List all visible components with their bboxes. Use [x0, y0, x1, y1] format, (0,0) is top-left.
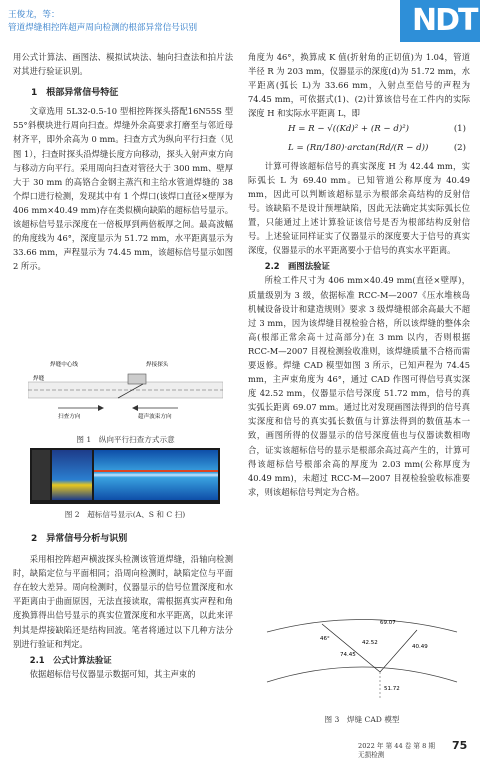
- fig3-dim-arc: 69.07: [380, 620, 396, 626]
- journal-issue: 2022 年 第 44 卷 第 8 期: [358, 742, 436, 750]
- s-scan-panel: [52, 450, 92, 500]
- fig1-label-wave: 超声波束方向: [138, 414, 172, 420]
- fig1-label-dir: 扫查方向: [58, 414, 81, 420]
- fig3-dim-angle: 46°: [320, 636, 330, 642]
- c-scan-signal-line: [94, 470, 218, 472]
- section-1-heading: 1 根部异常信号特征: [31, 88, 119, 99]
- page-number: 75: [452, 739, 468, 752]
- fig3-dim-depth-true: 42.52: [362, 640, 378, 646]
- header-authors: 王俊龙，等：: [8, 10, 60, 20]
- logo-text: NDT: [412, 3, 477, 38]
- paragraph-intro-cont: 用公式计算法、画图法、模拟试块法、轴向扫查法和拍片法对其进行验证识别。: [13, 52, 233, 77]
- figure-2-caption: 图 2 超标信号显示(A、S 和 C 扫): [64, 510, 186, 519]
- paragraph-section-2: 采用相控阵超声横波探头检测该管道焊缝，沿轴向检测时，缺陷定位与平面相同；沿周向检测时，缺陷定位与平面存在较大差异。周向检测时，仪器显示的信号位置深度和水平距离由于曲面原因，无法直接读取，需根据真实声程和角度换算得出信号显示的真实位置深度和水平距离，以此来评判其是焊接缺陷还是结构回波。笔者将通过以下几种方法分别进行验证和判定。: [13, 554, 233, 649]
- page-header: [0, 0, 480, 44]
- paragraph-section-1: 文章选用 5L32-0.5-10 型相控阵探头搭配16N55S 型 55°斜楔块进行周向扫查。焊缝外余高要求打磨至与邻近母材齐平，即外余高为 0 mm。扫查方式为纵向平行扫查（见图 1），扫查时探头沿焊缝长度方向移动，探头入射声束方向与移动方向平行。采用周向扫查对管径大于 300 mm、壁厚大于 30 mm 的高铬合金钢主蒸汽和主给水管道焊缝的 38 个焊口进行检测，发现其中有 1 个焊口(该焊口直径×壁厚为 406 mm×40.49 mm)存在类似横向缺陷的超标信号显示。该超标信号显示深度在一倍板厚到两倍板厚之间。最高波幅的角度线为 46°，深度显示为 51.72 mm，水平距离显示为 33.66 mm，声程显示为 74.45 mm，该超标信号显示如图 2 所示。: [13, 106, 233, 272]
- header-title: 管道焊缝相控阵超声周向检测的根部异常信号识别: [8, 23, 198, 33]
- equation-1: [248, 122, 470, 136]
- figure-2-scan-image: [30, 448, 220, 504]
- figure-2: [30, 448, 220, 524]
- paragraph-section-2-1: 依据超标信号仪器显示数据可知，其主声束的: [29, 668, 196, 679]
- paragraph-section-2-2: 所检工件尺寸为 406 mm×40.49 mm(直径×壁厚)，质量级别为 3 级，依据标准 RCC-M—2007《压水堆核岛机械设备设计和建造规则》要求 3 级焊缝根部余高最大不超过 3 mm，因为该焊缝目视检验合格，所以该焊缝的整体余高(根部正常余高＋过高部分)在 3 mm 以内，否则根据 RCC-M—2007 目视检测验收准则，该焊缝质量不合格而需要返修。焊缝 CAD 模型如图 3 所示，已知声程为 74.45 mm，主声束角度为 46°，通过 CAD 作图可得信号真实深度 42.52 mm，仪器显示信号深度 51.72 mm，信号的真实弧长距离 69.07 mm。通过比对发现画图法得到的信号真实深度和信号的真实弧长数值与计算法得到的数值基本一致，画图所得的仪器显示的信号深度值也与仪器读数相吻合，证实该超标信号的显示是根部余高过高产生的，计算可得该超标信号根部余高的厚度为 2.03 mm(公称厚度为 40.49 mm)，未超过 RCC-M—2007 目视检验验收标准要求，则该超标信号判定为合格。: [248, 275, 470, 497]
- figure-1: [28, 352, 223, 444]
- journal-logo: [400, 0, 480, 42]
- left-column: [13, 50, 233, 273]
- journal-info: [358, 742, 435, 760]
- a-scan-panel: [32, 450, 50, 500]
- equation-2-body: L = (Rπ/180)·arctan(Rd/(R − d)): [288, 142, 429, 153]
- fig1-label-center: 焊缝中心线: [50, 362, 78, 368]
- section-2-2-heading: 2.2 画图法验证: [264, 261, 330, 272]
- equation-1-number: (1): [453, 124, 466, 135]
- section-2-1-heading: 2.1 公式计算法验证: [29, 654, 112, 665]
- paragraph-formula-intro: 角度为 46°，换算成 K 值(折射角的正切值)为 1.04，管道半径 R 为 203 mm，仪器显示的深度(d)为 51.72 mm，水平距离(弧长 L)为 33.66 mm，入射点至信号的声程为 74.45 mm，可依据式(1)、(2)计算该信号在工件内的实际深度 H 和实际水平距离 L，即: [248, 52, 470, 119]
- fig3-dim-path: 74.45: [340, 652, 356, 658]
- c-scan-panel: [94, 450, 218, 500]
- equation-2: [248, 141, 470, 155]
- equation-1-body: H = R − √((Kd)² + (R − d)²): [288, 124, 409, 135]
- fig1-label-probe: 焊接探头: [146, 362, 169, 368]
- fig1-label-weld: 焊缝: [33, 376, 45, 382]
- fig3-dim-depth-shown: 51.72: [384, 686, 400, 692]
- journal-name: 无损检测: [358, 751, 385, 759]
- paragraph-formula-result: 计算可得该超标信号的真实深度 H 为 42.44 mm，实际弧长 L 为 69.40 mm。已知管道公称厚度为 40.49 mm，因此可以判断该超标显示为根部余高结构的反射信号。该缺陷不是设计预埋缺陷，因此无法确定其实际弧长位置，只能通过上述计算验证该信号是否为根部结构反射信号。上述验证同样证实了仪器显示的深度要大于信号的真实深度，仪器显示的水平距离要小于信号的真实水平距离。: [248, 160, 470, 256]
- figure-1-diagram: [28, 352, 223, 426]
- equation-2-number: (2): [453, 142, 466, 153]
- section-2-heading: 2 异常信号分析与识别: [31, 534, 128, 544]
- figure-1-caption: 图 1 纵向平行扫查方式示意: [76, 435, 175, 444]
- figure-3-caption: 图 3 焊缝 CAD 模型: [324, 715, 400, 724]
- fig3-dim-thickness: 40.49: [412, 644, 428, 650]
- figure-3-cad-model: [262, 612, 462, 708]
- figure-3: [262, 612, 462, 724]
- left-column-lower: [13, 532, 233, 681]
- right-column: [248, 50, 470, 499]
